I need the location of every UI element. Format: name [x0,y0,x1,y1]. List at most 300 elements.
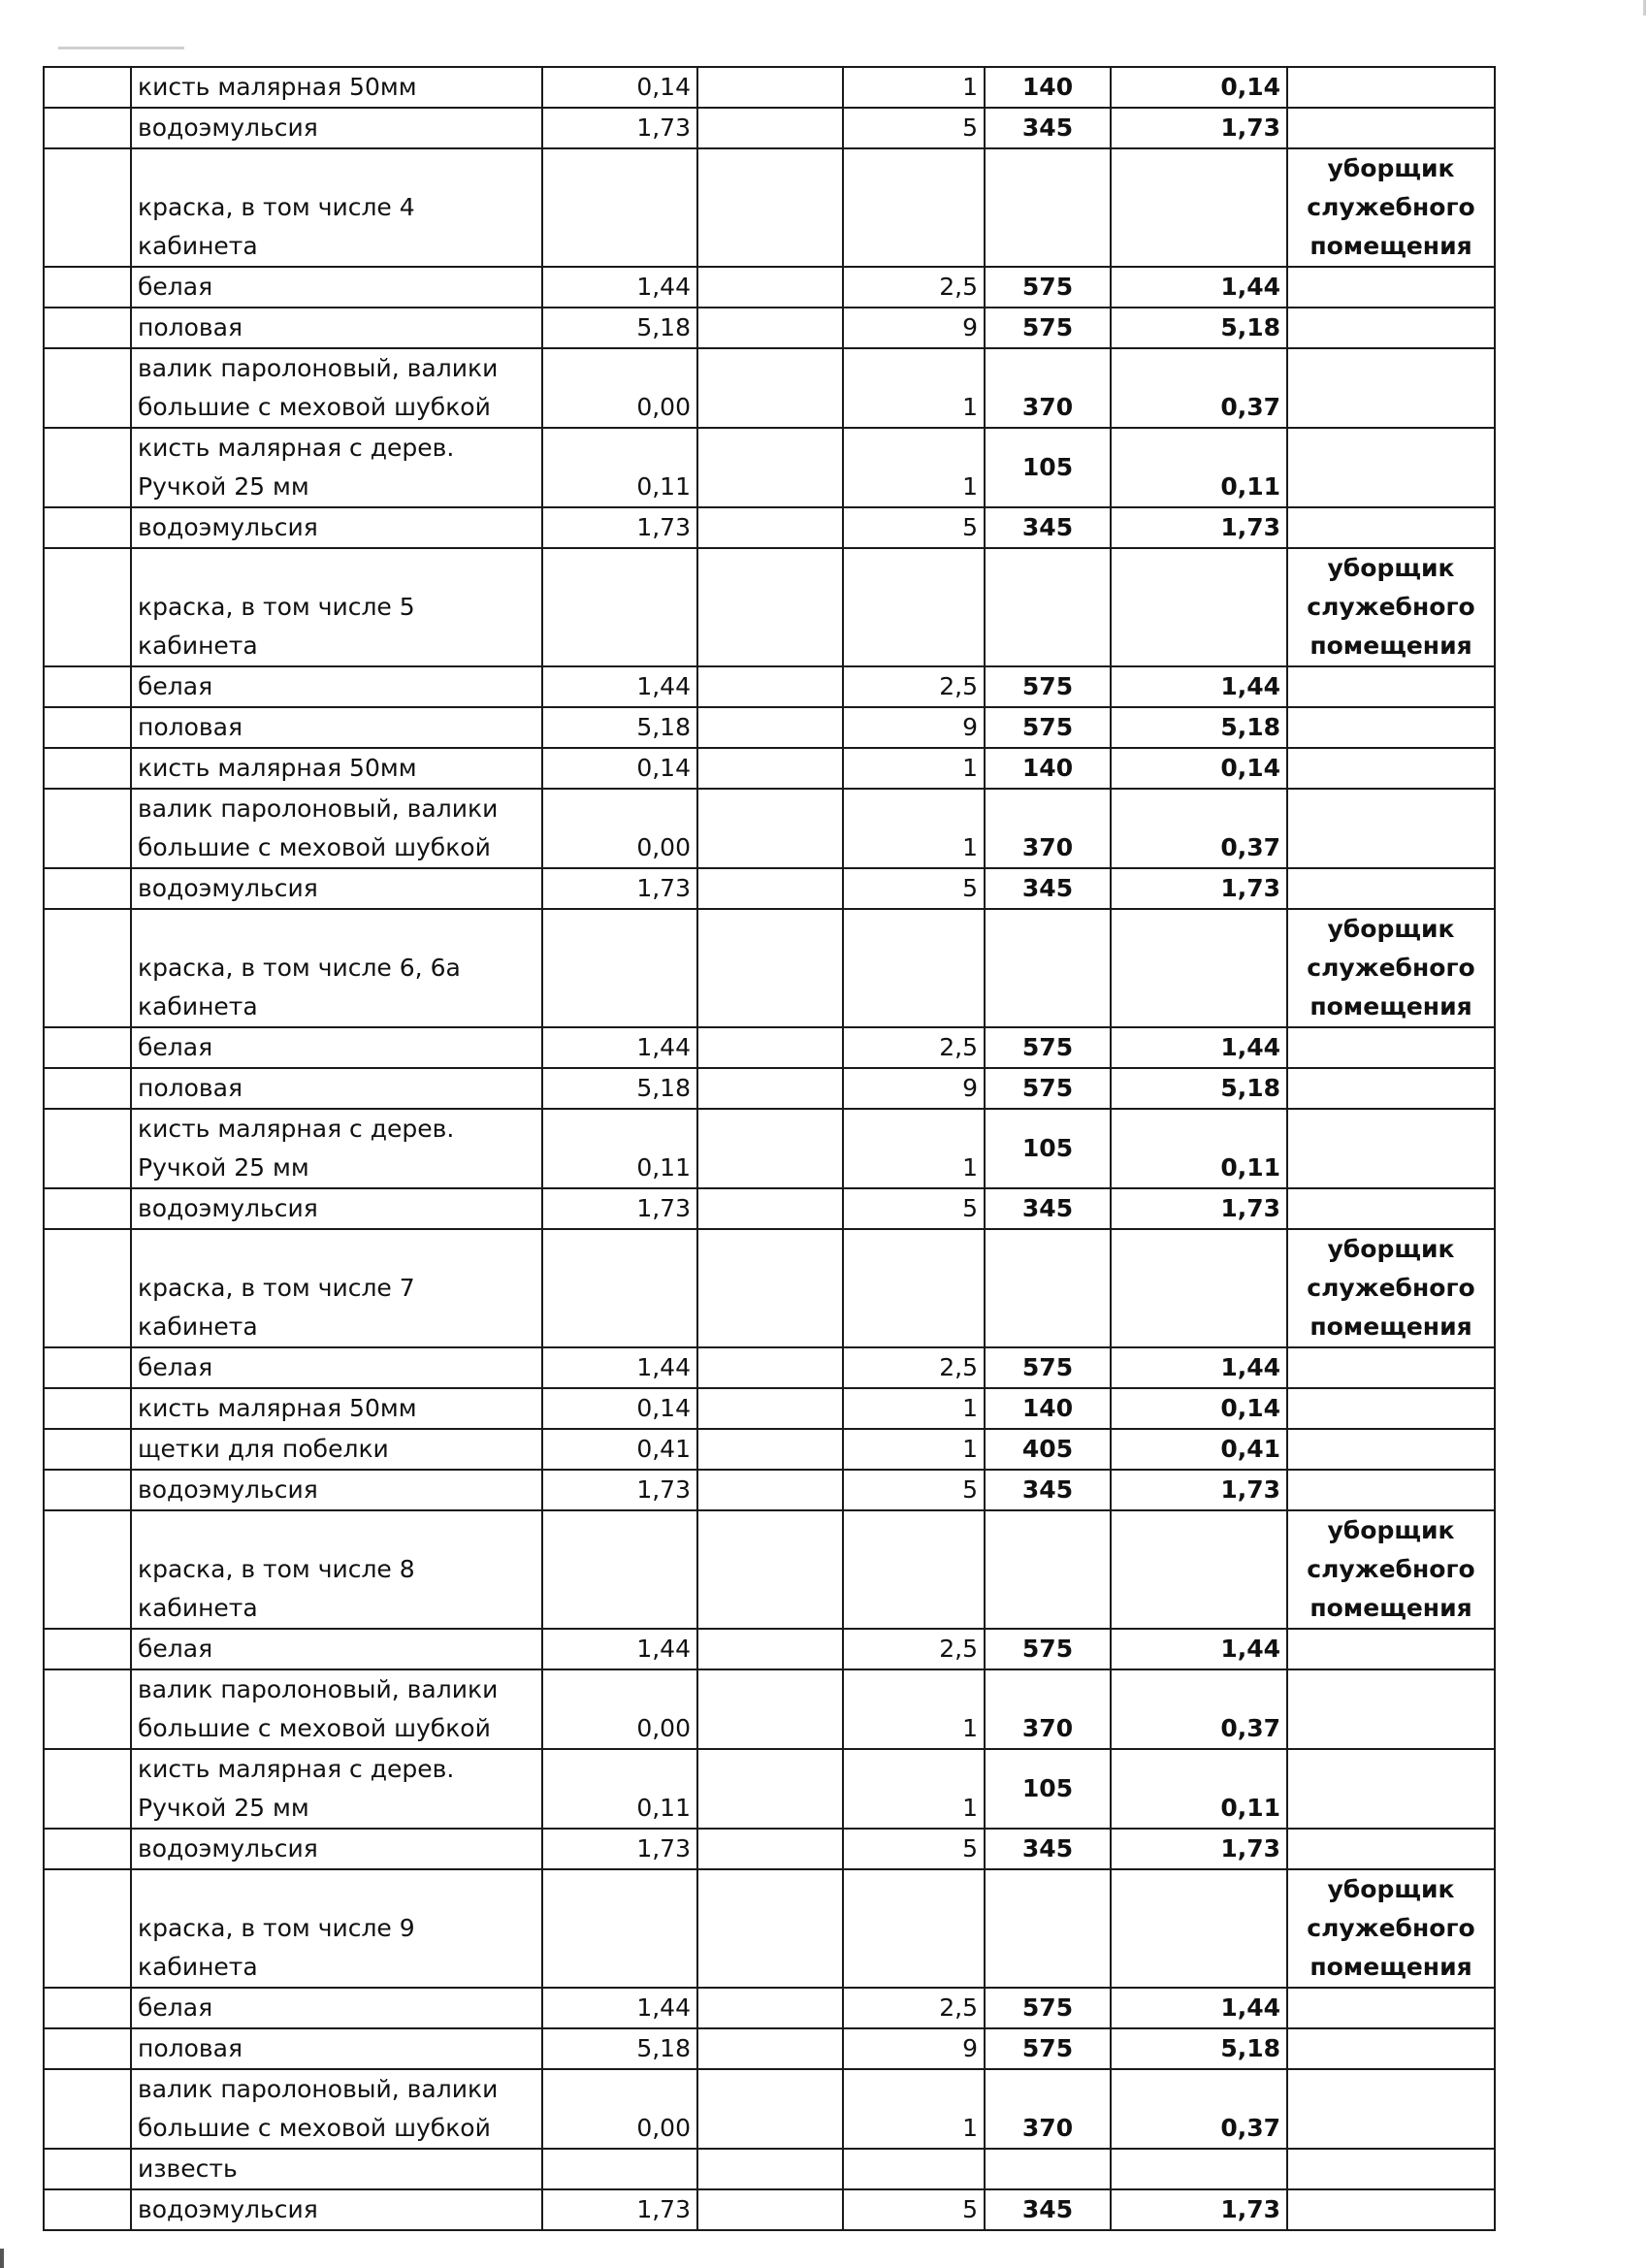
material-name: белая [131,1629,542,1669]
quantity-value: 2,5 [843,1988,985,2028]
row-index-cell [44,1109,131,1188]
role-label [1287,1669,1495,1749]
table-row [44,909,1495,1027]
norm-value: 1,73 [542,108,697,148]
row-index-cell [44,1988,131,2028]
quantity-value: 1 [843,428,985,507]
role-label: уборщик служебного помещения [1287,548,1495,666]
material-name: водоэмульсия [131,507,542,548]
price-value: 575 [985,1629,1111,1669]
norm-value: 1,44 [542,1988,697,2028]
sum-value [1111,548,1287,666]
row-index-cell [44,1669,131,1749]
norm-value [542,909,697,1027]
quantity-value: 1 [843,2069,985,2149]
table-row [44,2189,1495,2230]
role-label [1287,108,1495,148]
material-name: водоэмульсия [131,1829,542,1869]
role-label [1287,748,1495,789]
role-label [1287,2189,1495,2230]
sum-value: 1,73 [1111,1188,1287,1229]
sum-value: 1,73 [1111,108,1287,148]
norm-value: 0,00 [542,2069,697,2149]
table-row [44,428,1495,507]
empty-cell [697,1669,843,1749]
material-name: валик паролоновый, валики большие с меховой шубкой [131,789,542,868]
quantity-value: 1 [843,67,985,108]
row-index-cell [44,148,131,267]
role-label [1287,1829,1495,1869]
empty-cell [697,308,843,348]
sum-value: 0,14 [1111,748,1287,789]
role-label [1287,1347,1495,1388]
empty-cell [697,1749,843,1829]
norm-value [542,548,697,666]
table-row [44,2028,1495,2069]
sum-value: 1,73 [1111,507,1287,548]
quantity-value: 5 [843,108,985,148]
table-row [44,267,1495,308]
table-row [44,1109,1495,1188]
material-name: валик паролоновый, валики большие с меховой шубкой [131,1669,542,1749]
quantity-value [843,548,985,666]
table-row [44,148,1495,267]
quantity-value: 5 [843,868,985,909]
sum-value: 0,37 [1111,2069,1287,2149]
row-index-cell [44,67,131,108]
quantity-value: 1 [843,1388,985,1429]
material-name: белая [131,1347,542,1388]
empty-cell [697,789,843,868]
table-row [44,1669,1495,1749]
norm-value: 0,11 [542,1109,697,1188]
role-label: уборщик служебного помещения [1287,1510,1495,1629]
role-label [1287,1629,1495,1669]
price-value: 345 [985,507,1111,548]
price-value: 140 [985,1388,1111,1429]
material-name: кисть малярная 50мм [131,67,542,108]
quantity-value: 2,5 [843,666,985,707]
empty-cell [697,1068,843,1109]
material-name: половая [131,2028,542,2069]
scan-mark-right [1643,0,1646,16]
sum-value [1111,148,1287,267]
row-index-cell [44,267,131,308]
price-value [985,548,1111,666]
sum-value: 0,41 [1111,1429,1287,1470]
empty-cell [697,1229,843,1347]
sum-value: 5,18 [1111,707,1287,748]
row-index-cell [44,548,131,666]
table-row [44,108,1495,148]
role-label [1287,1429,1495,1470]
material-name: половая [131,707,542,748]
empty-cell [697,1388,843,1429]
norm-value: 5,18 [542,2028,697,2069]
material-name: краска, в том числе 9 кабинета [131,1869,542,1988]
quantity-value [843,1869,985,1988]
role-label [1287,1470,1495,1510]
norm-value: 0,00 [542,348,697,428]
norm-value: 1,73 [542,507,697,548]
role-label [1287,1068,1495,1109]
empty-cell [697,666,843,707]
sum-value: 0,11 [1111,1109,1287,1188]
sum-value [1111,1510,1287,1629]
role-label [1287,1388,1495,1429]
role-label [1287,2149,1495,2189]
table-row [44,1068,1495,1109]
empty-cell [697,1188,843,1229]
price-value: 575 [985,2028,1111,2069]
row-index-cell [44,348,131,428]
materials-table [43,66,1496,2231]
empty-cell [697,1988,843,2028]
row-index-cell [44,1068,131,1109]
table-row [44,1347,1495,1388]
price-value: 345 [985,1188,1111,1229]
material-name: щетки для побелки [131,1429,542,1470]
quantity-value: 1 [843,1109,985,1188]
sum-value: 1,73 [1111,868,1287,909]
empty-cell [697,868,843,909]
table-row [44,2149,1495,2189]
role-label [1287,666,1495,707]
sum-value: 0,14 [1111,1388,1287,1429]
norm-value: 1,44 [542,267,697,308]
row-index-cell [44,1188,131,1229]
price-value: 575 [985,1068,1111,1109]
price-value: 345 [985,1829,1111,1869]
norm-value [542,148,697,267]
table-row [44,1869,1495,1988]
sum-value: 0,37 [1111,348,1287,428]
table-row [44,1629,1495,1669]
material-name: валик паролоновый, валики большие с меховой шубкой [131,2069,542,2149]
table-row [44,789,1495,868]
material-name: краска, в том числе 4 кабинета [131,148,542,267]
empty-cell [697,1829,843,1869]
table-row [44,1988,1495,2028]
sum-value: 0,37 [1111,789,1287,868]
material-name: валик паролоновый, валики большие с меховой шубкой [131,348,542,428]
norm-value: 1,73 [542,1470,697,1510]
materials-table-body [44,67,1495,2230]
price-value [985,909,1111,1027]
quantity-value [843,909,985,1027]
material-name: половая [131,1068,542,1109]
material-name: водоэмульсия [131,1188,542,1229]
price-value: 575 [985,707,1111,748]
row-index-cell [44,1429,131,1470]
role-label [1287,1188,1495,1229]
role-label: уборщик служебного помещения [1287,909,1495,1027]
row-index-cell [44,507,131,548]
table-row [44,707,1495,748]
empty-cell [697,1470,843,1510]
price-value: 575 [985,267,1111,308]
empty-cell [697,1869,843,1988]
empty-cell [697,267,843,308]
material-name: белая [131,666,542,707]
row-index-cell [44,1229,131,1347]
table-row [44,308,1495,348]
price-value: 370 [985,2069,1111,2149]
sum-value: 0,11 [1111,1749,1287,1829]
price-value: 575 [985,308,1111,348]
role-label [1287,2028,1495,2069]
empty-cell [697,909,843,1027]
norm-value: 5,18 [542,1068,697,1109]
role-label [1287,1109,1495,1188]
quantity-value: 9 [843,2028,985,2069]
material-name: кисть малярная 50мм [131,1388,542,1429]
row-index-cell [44,1749,131,1829]
quantity-value: 5 [843,507,985,548]
empty-cell [697,1027,843,1068]
norm-value: 1,44 [542,666,697,707]
quantity-value: 1 [843,1429,985,1470]
sum-value: 1,44 [1111,1027,1287,1068]
empty-cell [697,108,843,148]
role-label [1287,2069,1495,2149]
quantity-value [843,2149,985,2189]
quantity-value: 5 [843,2189,985,2230]
price-value: 345 [985,1470,1111,1510]
row-index-cell [44,108,131,148]
quantity-value: 1 [843,348,985,428]
role-label: уборщик служебного помещения [1287,1869,1495,1988]
row-index-cell [44,1510,131,1629]
scan-mark-bottom-left [0,2249,4,2268]
price-value: 345 [985,2189,1111,2230]
role-label [1287,868,1495,909]
row-index-cell [44,1629,131,1669]
norm-value: 1,73 [542,868,697,909]
empty-cell [697,507,843,548]
quantity-value [843,1229,985,1347]
norm-value: 0,14 [542,67,697,108]
role-label: уборщик служебного помещения [1287,148,1495,267]
material-name: известь [131,2149,542,2189]
table-row [44,548,1495,666]
table-row [44,507,1495,548]
role-label [1287,348,1495,428]
table-row [44,1229,1495,1347]
empty-cell [697,1629,843,1669]
table-row [44,1749,1495,1829]
material-name: белая [131,1027,542,1068]
price-value: 140 [985,748,1111,789]
role-label [1287,428,1495,507]
quantity-value: 2,5 [843,1347,985,1388]
row-index-cell [44,789,131,868]
quantity-value: 9 [843,707,985,748]
material-name: краска, в том числе 8 кабинета [131,1510,542,1629]
table-row [44,1388,1495,1429]
role-label [1287,267,1495,308]
table-row [44,1829,1495,1869]
table-row [44,348,1495,428]
sum-value: 1,44 [1111,1347,1287,1388]
sum-value [1111,1229,1287,1347]
scan-mark-top [58,47,184,49]
material-name: белая [131,267,542,308]
table-row [44,67,1495,108]
row-index-cell [44,1347,131,1388]
price-value: 345 [985,108,1111,148]
price-value: 370 [985,789,1111,868]
empty-cell [697,1347,843,1388]
empty-cell [697,148,843,267]
role-label [1287,67,1495,108]
row-index-cell [44,308,131,348]
role-label: уборщик служебного помещения [1287,1229,1495,1347]
role-label [1287,707,1495,748]
row-index-cell [44,1829,131,1869]
norm-value [542,1510,697,1629]
row-index-cell [44,2149,131,2189]
row-index-cell [44,2028,131,2069]
price-value: 405 [985,1429,1111,1470]
quantity-value: 5 [843,1470,985,1510]
norm-value: 1,73 [542,1188,697,1229]
norm-value: 1,73 [542,1829,697,1869]
price-value [985,1510,1111,1629]
norm-value [542,1869,697,1988]
material-name: половая [131,308,542,348]
empty-cell [697,2069,843,2149]
material-name: кисть малярная с дерев. Ручкой 25 мм [131,1749,542,1829]
norm-value [542,1229,697,1347]
material-name: кисть малярная с дерев. Ручкой 25 мм [131,428,542,507]
row-index-cell [44,909,131,1027]
empty-cell [697,707,843,748]
norm-value: 5,18 [542,707,697,748]
quantity-value: 9 [843,308,985,348]
price-value: 370 [985,1669,1111,1749]
norm-value: 1,44 [542,1027,697,1068]
quantity-value: 1 [843,789,985,868]
quantity-value: 1 [843,1749,985,1829]
norm-value: 0,11 [542,1749,697,1829]
quantity-value: 2,5 [843,267,985,308]
empty-cell [697,2028,843,2069]
norm-value: 1,44 [542,1629,697,1669]
empty-cell [697,1429,843,1470]
sum-value [1111,2149,1287,2189]
role-label [1287,507,1495,548]
table-row [44,1510,1495,1629]
table-row [44,1470,1495,1510]
norm-value: 0,14 [542,748,697,789]
empty-cell [697,548,843,666]
empty-cell [697,2189,843,2230]
quantity-value: 5 [843,1829,985,1869]
row-index-cell [44,1388,131,1429]
table-row [44,1429,1495,1470]
price-value: 140 [985,67,1111,108]
sum-value: 1,73 [1111,1470,1287,1510]
empty-cell [697,67,843,108]
material-name: краска, в том числе 6, 6а кабинета [131,909,542,1027]
table-row [44,2069,1495,2149]
price-value: 575 [985,666,1111,707]
quantity-value [843,1510,985,1629]
quantity-value: 2,5 [843,1027,985,1068]
role-label [1287,1027,1495,1068]
table-row [44,868,1495,909]
sum-value: 5,18 [1111,308,1287,348]
role-label [1287,308,1495,348]
norm-value: 0,00 [542,789,697,868]
row-index-cell [44,2189,131,2230]
price-value: 105 [985,428,1111,507]
material-name: краска, в том числе 7 кабинета [131,1229,542,1347]
role-label [1287,789,1495,868]
sum-value: 1,73 [1111,1829,1287,1869]
role-label [1287,1988,1495,2028]
norm-value: 0,00 [542,1669,697,1749]
sum-value: 1,73 [1111,2189,1287,2230]
empty-cell [697,348,843,428]
row-index-cell [44,748,131,789]
price-value: 345 [985,868,1111,909]
table-row [44,748,1495,789]
table-row [44,1027,1495,1068]
price-value: 575 [985,1027,1111,1068]
material-name: водоэмульсия [131,868,542,909]
row-index-cell [44,1470,131,1510]
price-value: 575 [985,1347,1111,1388]
norm-value: 5,18 [542,308,697,348]
price-value: 105 [985,1109,1111,1188]
row-index-cell [44,2069,131,2149]
empty-cell [697,1510,843,1629]
sum-value [1111,909,1287,1027]
sum-value: 0,14 [1111,67,1287,108]
quantity-value: 2,5 [843,1629,985,1669]
material-name: водоэмульсия [131,108,542,148]
row-index-cell [44,707,131,748]
row-index-cell [44,666,131,707]
row-index-cell [44,868,131,909]
quantity-value: 9 [843,1068,985,1109]
price-value [985,1869,1111,1988]
material-name: краска, в том числе 5 кабинета [131,548,542,666]
price-value: 575 [985,1988,1111,2028]
sum-value: 1,44 [1111,1988,1287,2028]
material-name: водоэмульсия [131,2189,542,2230]
material-name: водоэмульсия [131,1470,542,1510]
sum-value: 0,11 [1111,428,1287,507]
table-row [44,1188,1495,1229]
sum-value: 5,18 [1111,1068,1287,1109]
quantity-value: 1 [843,1669,985,1749]
price-value [985,148,1111,267]
price-value: 370 [985,348,1111,428]
norm-value: 0,11 [542,428,697,507]
quantity-value [843,148,985,267]
norm-value: 1,73 [542,2189,697,2230]
sum-value: 1,44 [1111,666,1287,707]
price-value [985,2149,1111,2189]
material-name: кисть малярная 50мм [131,748,542,789]
empty-cell [697,1109,843,1188]
quantity-value: 5 [843,1188,985,1229]
sum-value: 0,37 [1111,1669,1287,1749]
price-value [985,1229,1111,1347]
